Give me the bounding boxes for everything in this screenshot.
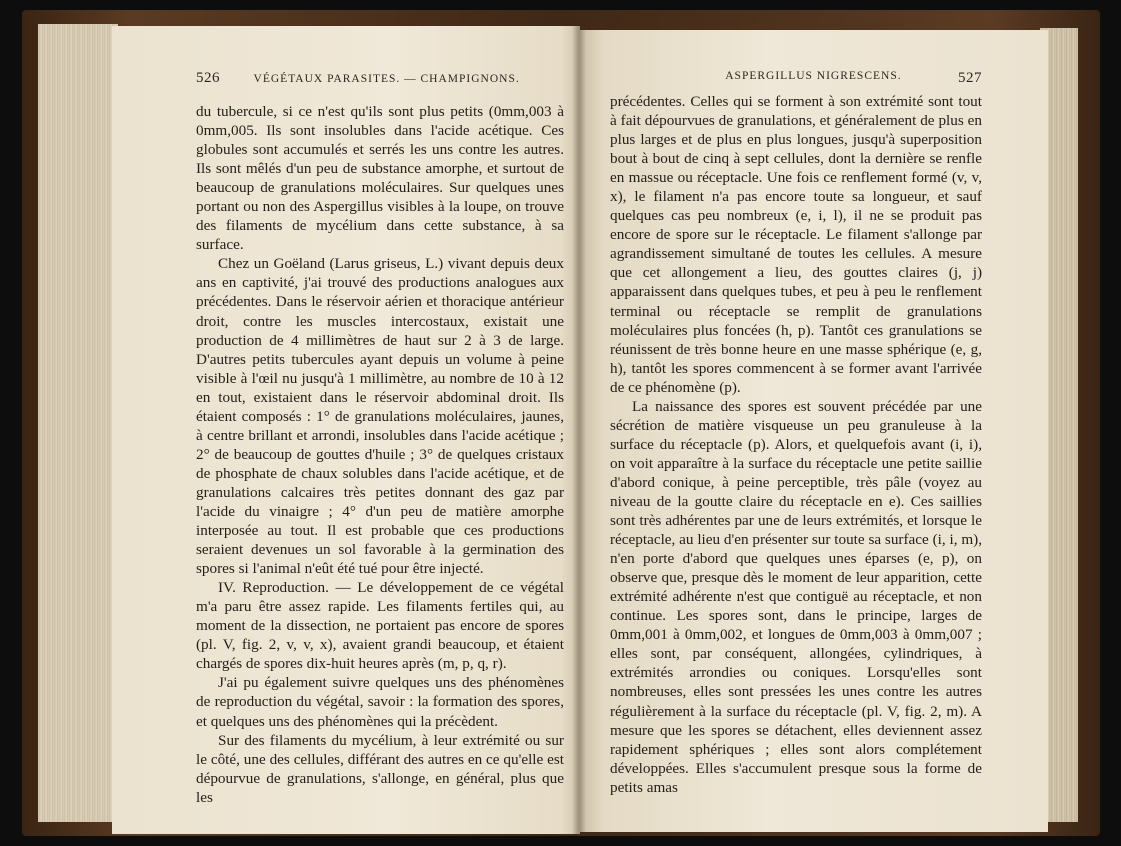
- left-page-number: 526: [196, 70, 220, 86]
- left-page-edges: [38, 24, 118, 822]
- paragraph: du tubercule, si ce n'est qu'ils sont plus petits (0mm,003 à 0mm,005. Ils sont insolubles dans l'acide acétique. Ces globules sont accumulés et serrés les uns contre les autres. Ils sont mêlés d'un peu de substance amorphe, et surtout de beaucoup de granulations moléculaires. Sur quelques unes portant ou non des Aspergillus visibles à la loupe, on trouve des filaments de mycélium dans cette substance, à sa surface.: [196, 103, 564, 254]
- paragraph: La naissance des spores est souvent précédée par une sécrétion de matière visqueuse un peu granuleuse à la surface du réceptacle (p). Alors, et quelquefois avant (i, i), on voit apparaître à la surface du réceptacle une petite saillie d'abord conique, à peine perceptible, très pâle (voyez au niveau de la goutte claire du réceptacle en e). Ces saillies sont très adhérentes par une de leurs extrémités, et lorsque le réceptacle, au lieu d'en présenter sur toute sa surface (i, i, m), n'en porte d'abord que quelques unes éparses (e, p), on observe que, presque dès le moment de leur apparition, cette extrémité adhérente n'est que contiguë au réceptacle, et non continue. Les spores sont, dans le principe, larges de 0mm,001 à 0mm,002, et longues de 0mm,003 à 0mm,007 ; elles sont, par conséquent, allongées, cylindriques, à extrémités arrondies ou coniques. Lorsqu'elles sont nombreuses, elles sont pressées les unes contre les autres régulièrement à la surface du réceptacle (pl. V, fig. 2, m). A mesure que les spores se détachent, elles deviennent assez rapidement sphériques ; elles sont alors complétement développées. Elles s'accumulent presque sous la forme de petits amas: [610, 397, 982, 796]
- left-page-header: [196, 70, 564, 87]
- paragraph: J'ai pu également suivre quelques uns des phénomènes de reproduction du végétal, savoir : la formation des spores, et quelques uns des phénomènes qui la précèdent.: [196, 674, 564, 730]
- right-page: [580, 30, 1048, 832]
- paragraph: Sur des filaments du mycélium, à leur extrémité ou sur le côté, une des cellules, différant des autres en ce qu'elle est dépourvue de granulations, s'allonge, en général, plus que les: [196, 731, 564, 806]
- left-running-head: VÉGÉTAUX PARASITES. — CHAMPIGNONS.: [253, 73, 520, 85]
- left-page-body: [196, 102, 564, 807]
- left-page: [112, 26, 580, 834]
- right-page-header: [610, 70, 982, 87]
- right-running-head: ASPERGILLUS NIGRESCENS.: [725, 70, 902, 82]
- paragraph: Chez un Goëland (Larus griseus, L.) vivant depuis deux ans en captivité, j'ai trouvé des productions analogues aux précédentes. Dans le réservoir aérien et thoracique antérieur droit, contre les muscles intercostaux, existait une production de 4 millimètres de haut sur 2 à 3 de large. D'autres petits tubercules ayant depuis un volume à peine visible à l'œil nu jusqu'à 1 millimètre, au nombre de 10 à 12 en tout, existaient dans le réservoir abdominal droit. Ils étaient composés : 1° de granulations moléculaires, jaunes, à centre brillant et arrondi, insolubles dans l'acide acétique ; 2° de beaucoup de gouttes d'huile ; 3° de quelques cristaux de phosphate de chaux solubles dans l'acide acétique, et de granulations calcaires très petites donnant des gaz par l'acide du vinaigre ; 4° d'un peu de matière amorphe interposée au tout. Il est probable que ces productions seraient devenues un sol favorable à la germination des spores si l'animal n'eût été tué pour être injecté.: [196, 255, 564, 578]
- right-page-number: 527: [958, 70, 982, 86]
- paragraph: IV. Reproduction. — Le développement de ce végétal m'a paru être assez rapide. Les filaments fertiles qui, au moment de la dissection, ne portaient pas encore de spores (pl. V, fig. 2, v, v, x), avaient grandi beaucoup, et étaient chargés de spores dix-huit heures après (m, p, q, r).: [196, 579, 564, 673]
- paragraph: précédentes. Celles qui se forment à son extrémité sont tout à fait dépourvues de granulations, et généralement de plus en plus larges et de plus en plus longues, jusqu'à superposition bout à bout de cinq à sept cellules, dont la dernière se renfle en massue ou réceptacle. Une fois ce renflement formé (v, v, x), le filament n'a pas encore toute sa longueur, et sauf quelques cas peu nombreux (e, i, l), il ne se produit pas encore de spore sur le réceptacle. Le filament s'allonge par agrandissement simultané de toutes les cellules. A mesure que cet allongement a lieu, des gouttes claires (j, j) apparaissent dans quelques tubes, et peu à peu le renflement terminal ou réceptacle se remplit de granulations moléculaires plus foncées (h, p). Tantôt ces granulations se réunissent de très bonne heure en une masse sphérique (e, g, h), tantôt les spores commencent à se former avant l'arrivée de ce phénomène (p).: [610, 93, 982, 396]
- right-page-body: [610, 92, 982, 797]
- book-gutter: [572, 26, 586, 834]
